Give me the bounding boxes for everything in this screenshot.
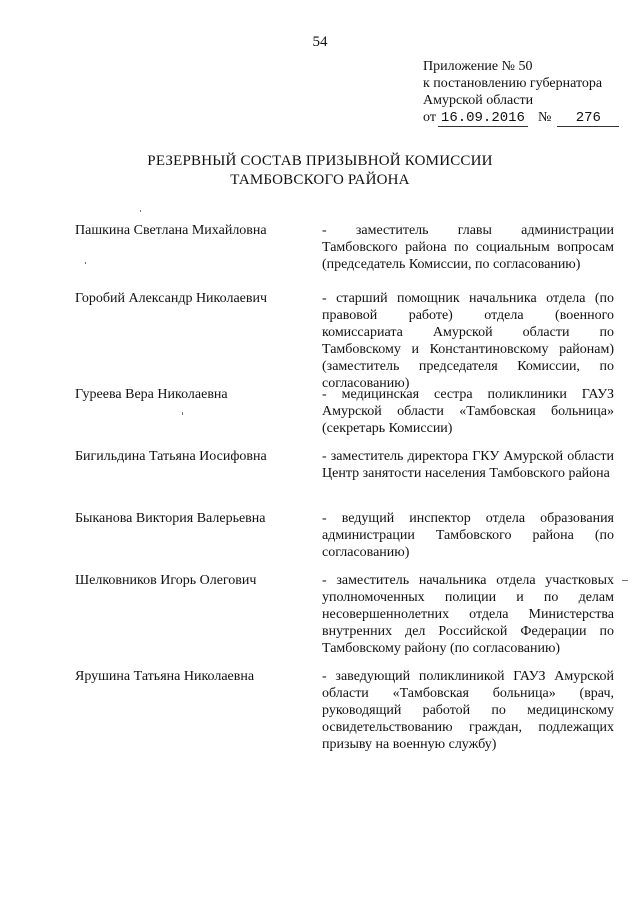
member-name: Шелковников Игорь Олегович: [75, 573, 257, 588]
member-row: [75, 448, 620, 510]
title-line-1: РЕЗЕРВНЫЙ СОСТАВ ПРИЗЫВНОЙ КОМИССИИ: [147, 153, 493, 169]
document-title: [0, 152, 640, 190]
member-role: - старший помощник начальника отдела (по правовой работе) отдела (военного комиссариата Амурской области по Тамбовскому и Константиновскому районам) (заместитель председателя Комиссии, по согласованию): [322, 291, 614, 391]
scan-speck: [182, 412, 183, 415]
member-row: [75, 572, 620, 668]
scan-speck: [140, 210, 141, 212]
member-role: - заведующий поликлиникой ГАУЗ Амурской области «Тамбовская больница» (врач, руководящий работой по медицинскому освидетельствованию граждан, подлежащих призыву на военную службу): [322, 669, 614, 752]
member-role: - заместитель начальника отдела участковых уполномоченных полиции и по делам несовершеннолетних отдела Министерства внутренних дел Российской Федерации по Тамбовскому району (по согласованию): [322, 573, 614, 656]
scan-speck: [85, 262, 86, 264]
appendix-region: Амурской области: [423, 93, 534, 108]
number-sign: №: [537, 110, 552, 125]
member-role: - заместитель директора ГКУ Амурской области Центр занятости населения Тамбовского района: [322, 449, 614, 481]
member-name: Горобий Александр Николаевич: [75, 291, 268, 306]
member-role: - заместитель главы администрации Тамбовского района по социальным вопросам (председатель Комиссии, по согласованию): [322, 223, 614, 272]
member-row: [75, 222, 620, 290]
member-name: Пашкина Светлана Михайловна: [75, 223, 267, 238]
member-name: Быканова Виктория Валерьевна: [75, 511, 266, 526]
date-prefix: от: [423, 110, 436, 125]
decree-number: 276: [557, 111, 619, 127]
page-number: 54: [312, 34, 328, 50]
member-name: Ярушина Татьяна Николаевна: [75, 669, 255, 684]
decree-date: 16.09.2016: [438, 111, 528, 127]
member-role: - медицинская сестра поликлиники ГАУЗ Амурской области «Тамбовская больница» (секретарь Комиссии): [322, 387, 614, 436]
appendix-date-line: [423, 109, 619, 127]
member-row: [75, 290, 620, 391]
member-row: [75, 668, 620, 764]
appendix-reference: к постановлению губернатора: [423, 76, 603, 91]
scan-speck: [622, 580, 628, 581]
member-name: Гуреева Вера Николаевна: [75, 387, 228, 402]
title-line-2: ТАМБОВСКОГО РАЙОНА: [230, 172, 410, 188]
member-row: [75, 386, 620, 448]
member-role: - ведущий инспектор отдела образования администрации Тамбовского района (по согласованию): [322, 511, 614, 560]
appendix-block: [423, 58, 619, 127]
members-list: [75, 222, 620, 764]
member-row: [75, 510, 620, 572]
member-name: Бигильдина Татьяна Иосифовна: [75, 449, 267, 464]
appendix-title: Приложение № 50: [423, 59, 533, 74]
